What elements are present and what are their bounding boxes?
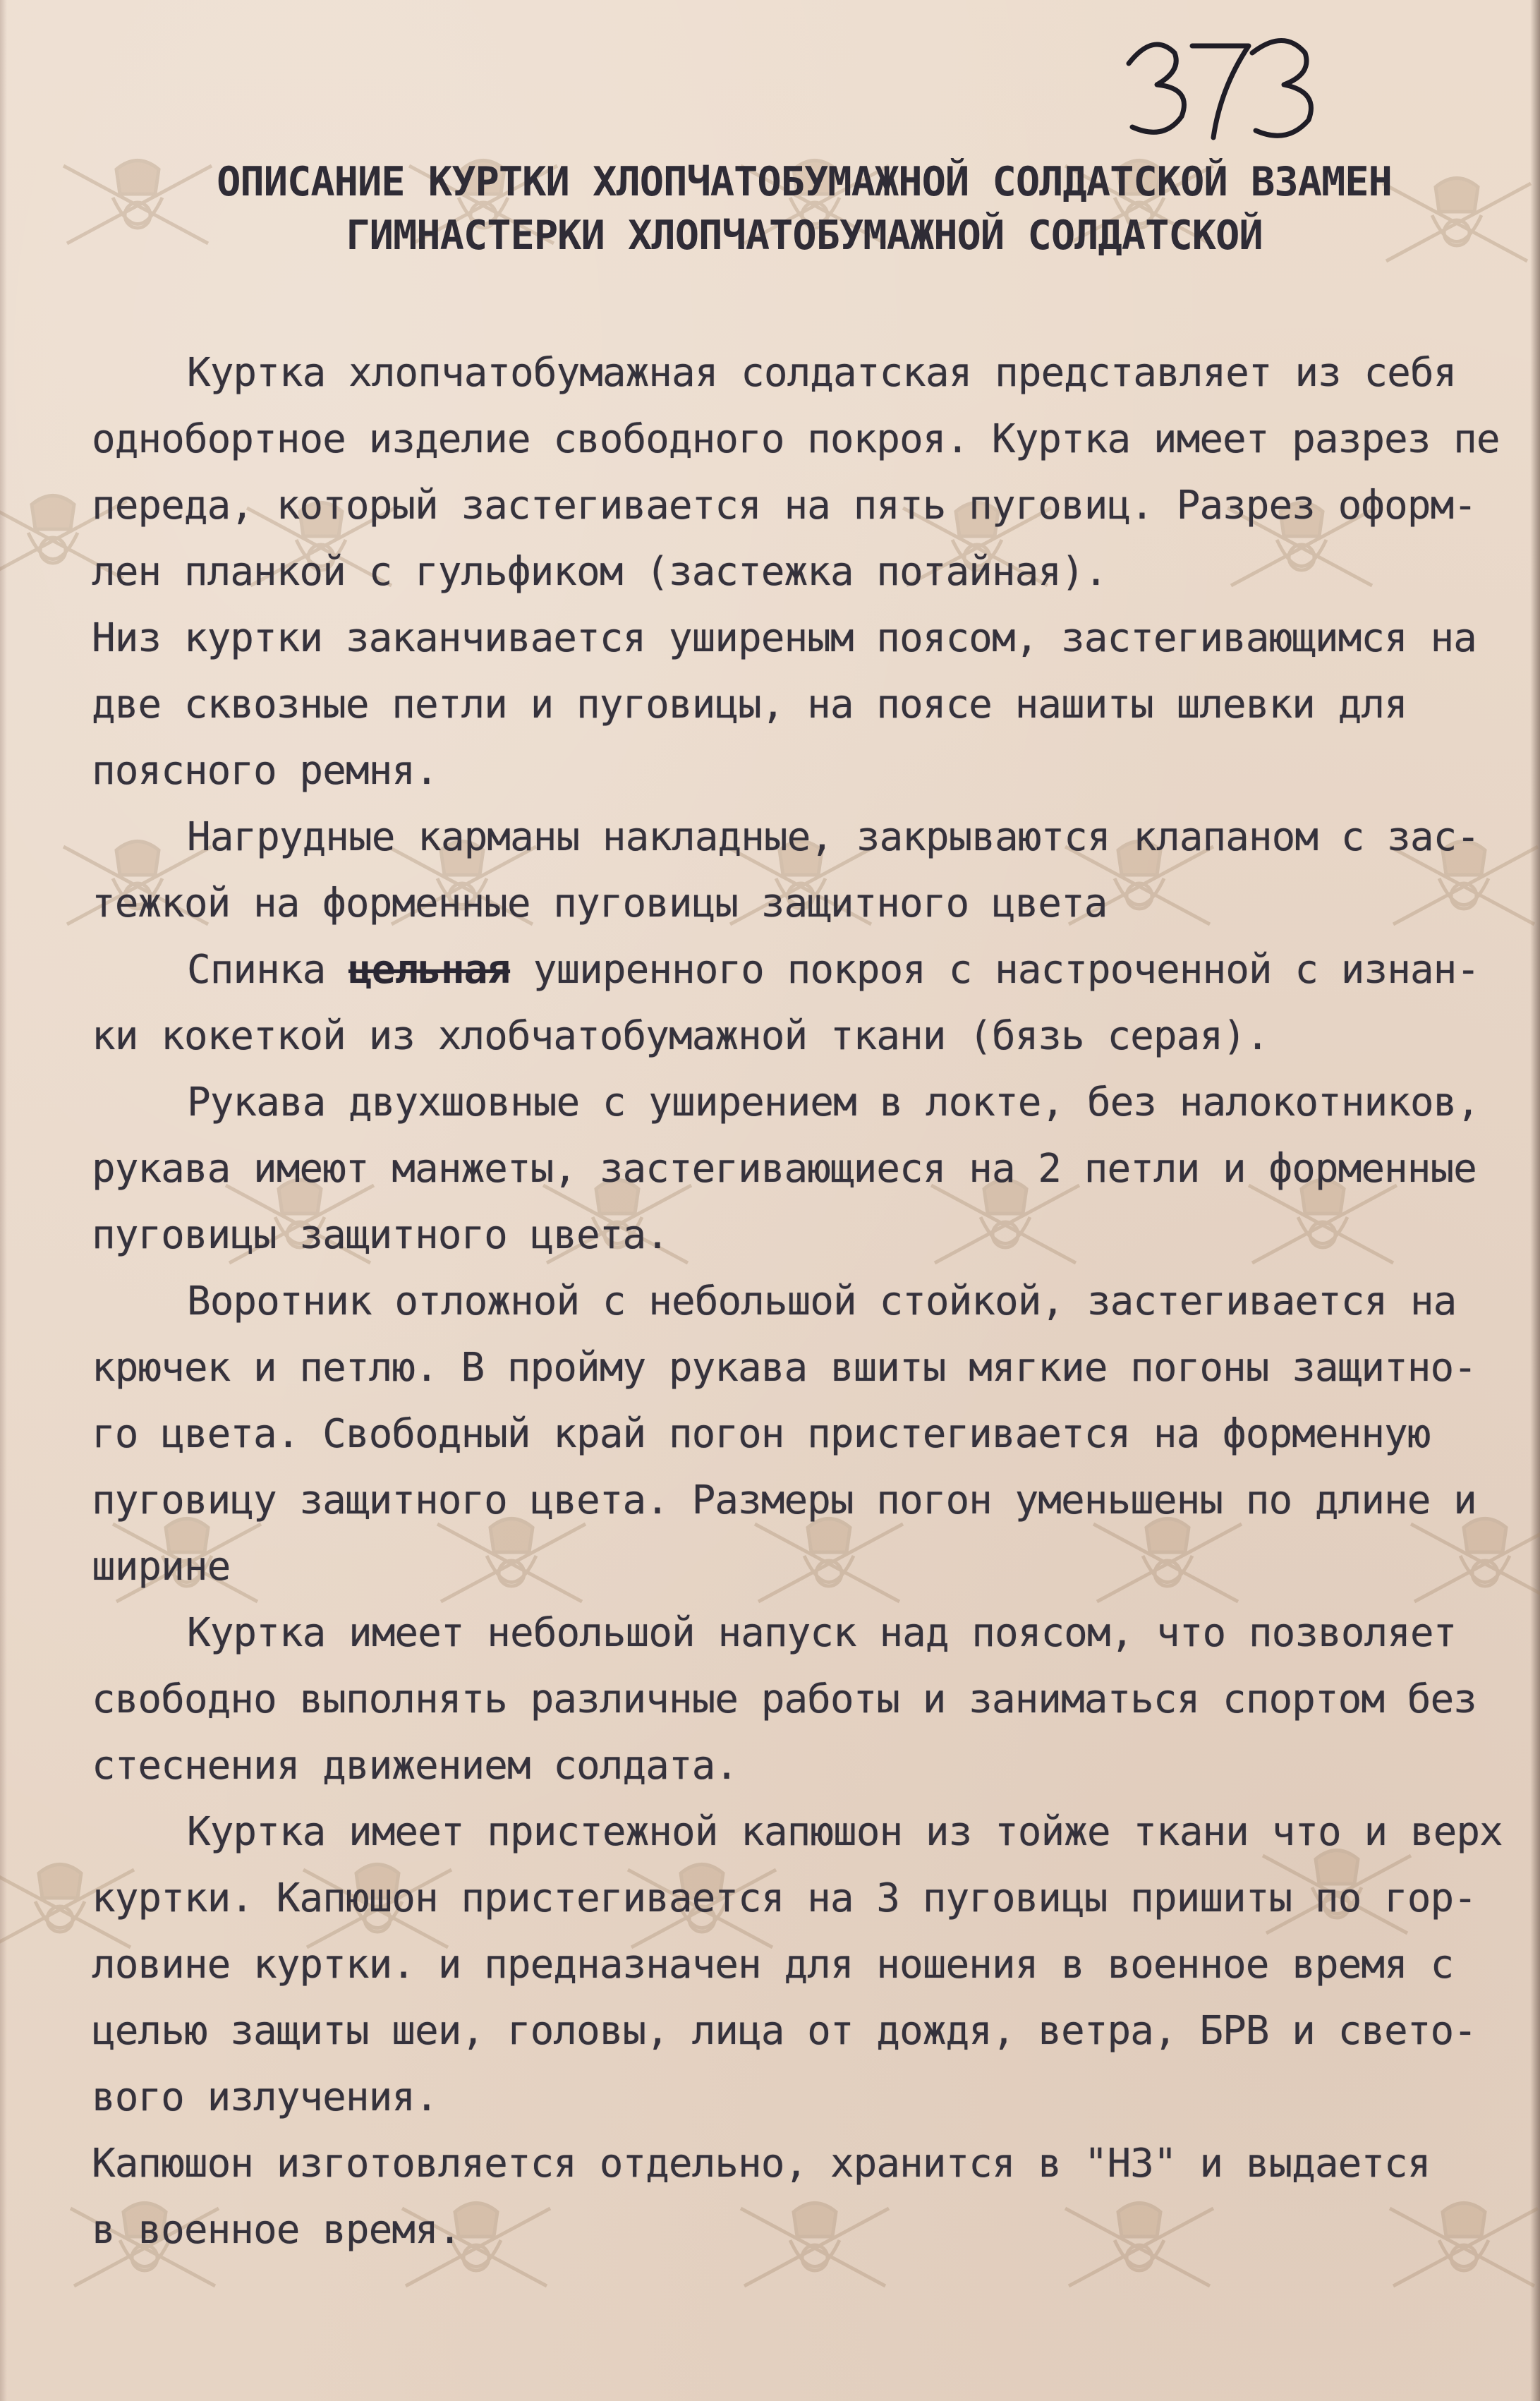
struck-out-word: цельная: [348, 947, 511, 993]
text-line: в военное время.: [92, 2207, 461, 2253]
text-line: однобортное изделие свободного покроя. Куртка имеет разрез пе: [92, 416, 1500, 462]
text-line: Куртка хлопчатобумажная солдатская представляет из себя: [187, 350, 1457, 396]
text-line: ловине куртки. и предназначен для ношения в военное время с: [92, 1942, 1454, 1988]
text-line: Куртка имеет небольшой напуск над поясом, что позволяет: [187, 1610, 1457, 1656]
text-line: рукава имеют манжеты, застегивающиеся на 2 петли и форменные: [92, 1146, 1477, 1192]
text-line: тежкой на форменные пуговицы защитного цвета: [92, 881, 1108, 926]
text-line: Рукава двухшовные с уширением в локте, без налокотников,: [187, 1079, 1480, 1125]
document-title: [92, 155, 1517, 262]
text-line: целью защиты шеи, головы, лица от дождя, ветра, БРВ и свето-: [92, 2008, 1477, 2054]
text-fragment: Спинка: [187, 947, 326, 993]
text-line: куртки. Капюшон пристегивается на 3 пуговицы пришиты по гор-: [92, 1875, 1477, 1921]
text-line: две сквозные петли и пуговицы, на поясе нашиты шлевки для: [92, 682, 1407, 727]
text-line: го цвета. Свободный край погон пристегивается на форменную: [92, 1411, 1431, 1457]
text-line: стеснения движением солдата.: [92, 1743, 739, 1789]
document-content: [92, 155, 1517, 2263]
text-line: Воротник отложной с небольшой стойкой, застегивается на: [187, 1278, 1457, 1324]
text-line: поясного ремня.: [92, 748, 438, 794]
title-line: ГИМНАСТЕРКИ ХЛОПЧАТОБУМАЖНОЙ СОЛДАТСКОЙ: [346, 212, 1263, 259]
text-line: вого излучения.: [92, 2074, 438, 2120]
text-line: пуговицу защитного цвета. Размеры погон уменьшены по длине и: [92, 1477, 1477, 1523]
handwritten-page-number: [1115, 25, 1326, 145]
text-line: ки кокеткой из хлобчатобумажной ткани (бязь серая).: [92, 1013, 1269, 1059]
text-line: крючек и петлю. В пройму рукава вшиты мягкие погоны защитно-: [92, 1345, 1477, 1391]
document-body: [92, 340, 1517, 2263]
text-line: ширине: [92, 1544, 231, 1590]
text-line: Капюшон изготовляется отдельно, хранится в "НЗ" и выдается: [92, 2141, 1431, 2187]
text-fragment: уширенного покроя с настроченной с изнан-: [533, 947, 1480, 993]
text-line-with-strikethrough: [92, 937, 1517, 1003]
text-line: лен планкой с гульфиком (застежка потайная).: [92, 549, 1108, 595]
page-edge-right: [1530, 0, 1540, 2401]
text-line: Куртка имеет пристежной капюшон из тойже ткани что и верх: [187, 1809, 1503, 1855]
text-line: Нагрудные карманы накладные, закрываются клапаном с зас-: [187, 814, 1480, 860]
text-line: свободно выполнять различные работы и заниматься спортом без: [92, 1676, 1477, 1722]
text-line: пуговицы защитного цвета.: [92, 1212, 669, 1258]
text-line: Низ куртки заканчивается уширеным поясом, застегивающимся на: [92, 615, 1477, 661]
text-line: переда, который застегивается на пять пуговиц. Разрез оформ-: [92, 483, 1477, 528]
page-edge-left: [0, 0, 7, 2401]
title-line: ОПИСАНИЕ КУРТКИ ХЛОПЧАТОБУМАЖНОЙ СОЛДАТСКОЙ ВЗАМЕН: [217, 159, 1392, 205]
